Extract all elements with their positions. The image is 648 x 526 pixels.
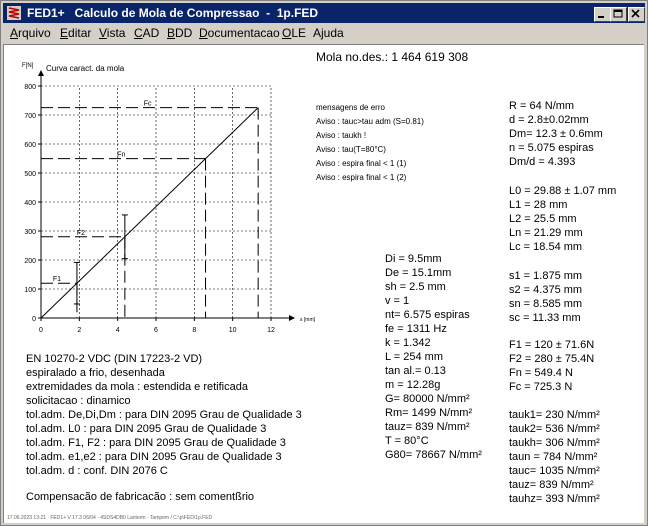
warning-message: Aviso : taukh ! bbox=[316, 131, 367, 140]
geometry-line: L = 254 mm bbox=[385, 351, 443, 363]
force-line: Fn = 549.4 N bbox=[509, 367, 573, 379]
x-axis-arrow bbox=[289, 315, 295, 321]
geometry-line: G= 80000 N/mm² bbox=[385, 393, 470, 405]
force-line: F1 = 120 ± 71.6N bbox=[509, 339, 595, 351]
menu-ole[interactable]: OLE bbox=[282, 26, 307, 40]
menu-arquivo[interactable]: Arquivo bbox=[10, 26, 51, 40]
material-line: tol.adm. F1, F2 : para DIN 2095 Grau de Qualidade 3 bbox=[26, 437, 286, 449]
length-line: Ln = 21.29 mm bbox=[509, 227, 583, 239]
menu-bar bbox=[3, 25, 645, 43]
geometry-line: Rm= 1499 N/mm² bbox=[385, 407, 473, 419]
material-line: espiralado a frio, desenhada bbox=[26, 367, 165, 379]
force-line: F2 = 280 ± 75.4N bbox=[509, 353, 595, 365]
travel-line: sc = 11.33 mm bbox=[509, 312, 581, 324]
y-axis-arrow bbox=[38, 70, 44, 76]
material-line: extremidades da mola : estendida e retificada bbox=[26, 381, 248, 393]
stress-line: tauhz= 393 N/mm² bbox=[509, 493, 600, 505]
geometry-line: fe = 1311 Hz bbox=[385, 323, 447, 335]
param-line: Dm= 12.3 ± 0.6mm bbox=[509, 128, 603, 140]
mola-number: Mola no.des.: 1 464 619 308 bbox=[316, 50, 469, 64]
material-line: tol.adm. d : conf. DIN 2076 C bbox=[26, 465, 168, 477]
title-bar[interactable] bbox=[3, 3, 645, 23]
stress-line: tauc= 1035 N/mm² bbox=[509, 465, 600, 477]
x-tick-label: 12 bbox=[267, 327, 275, 334]
status-footer: 17.06.2023 13:21 · FED1+ V 17.3 06/04 · 4SDS4DB0 Lanterm · Tampem / C:\p\FED\1p.FED bbox=[7, 515, 213, 521]
geometry-line: sh = 2.5 mm bbox=[385, 281, 446, 293]
window-title: FED1+ Calculo de Mola de Compressao - 1p.FED bbox=[27, 6, 319, 20]
geometry-line: T = 80°C bbox=[385, 435, 429, 447]
spring-app-icon[interactable] bbox=[7, 6, 21, 20]
travel-line: s1 = 1.875 mm bbox=[509, 270, 583, 282]
x-tick-label: 6 bbox=[154, 327, 158, 334]
material-line: solicitacao : dinamico bbox=[26, 395, 131, 407]
param-line: d = 2.8±0.02mm bbox=[509, 114, 589, 126]
maximize-button[interactable] bbox=[610, 7, 627, 22]
minimize-icon bbox=[595, 8, 610, 21]
menu-bdd[interactable]: BDD bbox=[167, 26, 193, 40]
marker-label: F1 bbox=[52, 276, 62, 284]
marker-label: F2 bbox=[76, 229, 86, 237]
y-axis-label: F[N] bbox=[22, 63, 34, 69]
y-tick-label: 100 bbox=[24, 287, 36, 294]
warning-message: Aviso : tauc>tau adm (S=0.81) bbox=[316, 117, 424, 126]
y-tick-label: 600 bbox=[24, 142, 36, 149]
minimize-button[interactable] bbox=[594, 7, 611, 22]
messages-heading: mensagens de erro bbox=[316, 103, 385, 112]
chart-title: Curva caract. da mola bbox=[46, 64, 125, 73]
length-line: Lc = 18.54 mm bbox=[509, 241, 583, 253]
geometry-line: Di = 9.5mm bbox=[385, 253, 442, 265]
y-tick-label: 300 bbox=[24, 229, 36, 236]
stress-line: taun = 784 N/mm² bbox=[509, 451, 598, 463]
drawing-area bbox=[3, 44, 644, 523]
menu-ajuda[interactable]: Ajuda bbox=[313, 26, 344, 40]
material-line: tol.adm. L0 : para DIN 2095 Grau de Qualidade 3 bbox=[26, 423, 267, 435]
x-tick-label: 4 bbox=[115, 327, 120, 334]
geometry-line: nt= 6.575 espiras bbox=[385, 309, 470, 321]
material-line: tol.adm. e1,e2 : para DIN 2095 Grau de Qualidade 3 bbox=[26, 451, 282, 463]
x-tick-label: 0 bbox=[39, 327, 43, 334]
menu-vista[interactable]: Vista bbox=[99, 26, 126, 40]
length-line: L2 = 25.5 mm bbox=[509, 213, 577, 225]
characteristic-line bbox=[41, 108, 258, 318]
length-line: L1 = 28 mm bbox=[509, 199, 568, 211]
marker-label: Fn bbox=[117, 151, 126, 159]
y-tick-label: 500 bbox=[24, 171, 36, 178]
param-line: n = 5.075 espiras bbox=[509, 142, 594, 154]
geometry-line: tan al.= 0.13 bbox=[385, 365, 446, 377]
geometry-line: De = 15.1mm bbox=[385, 267, 452, 279]
y-tick-label: 800 bbox=[24, 84, 36, 91]
y-tick-label: 0 bbox=[32, 316, 36, 323]
menu-editar[interactable]: Editar bbox=[60, 26, 92, 40]
x-axis-label: s [mm] bbox=[300, 317, 315, 323]
maximize-icon bbox=[611, 8, 626, 21]
stress-line: taukh= 306 N/mm² bbox=[509, 437, 600, 449]
geometry-line: G80= 78667 N/mm² bbox=[385, 449, 482, 461]
x-tick-label: 8 bbox=[192, 327, 197, 334]
close-icon bbox=[629, 8, 644, 21]
travel-line: sn = 8.585 mm bbox=[509, 298, 583, 310]
close-button[interactable] bbox=[628, 7, 645, 22]
menu-documentacao[interactable]: Documentacao bbox=[199, 26, 280, 40]
stress-line: tauk2= 536 N/mm² bbox=[509, 423, 600, 435]
x-tick-label: 2 bbox=[77, 327, 82, 334]
param-line: R = 64 N/mm bbox=[509, 100, 575, 112]
stress-line: tauz= 839 N/mm² bbox=[509, 479, 594, 491]
stress-line: tauk1= 230 N/mm² bbox=[509, 409, 600, 421]
force-line: Fc = 725.3 N bbox=[509, 381, 573, 393]
geometry-line: k = 1.342 bbox=[385, 337, 431, 349]
material-line: tol.adm. De,Di,Dm : para DIN 2095 Grau de Qualidade 3 bbox=[26, 409, 302, 421]
geometry-line: m = 12.28g bbox=[385, 379, 441, 391]
menu-cad[interactable]: CAD bbox=[134, 26, 160, 40]
geometry-line: v = 1 bbox=[385, 295, 410, 307]
y-tick-label: 700 bbox=[24, 113, 36, 120]
marker-label: Fc bbox=[143, 100, 152, 108]
warning-message: Aviso : tau(T=80°C) bbox=[316, 145, 386, 154]
x-tick-label: 10 bbox=[228, 327, 237, 334]
travel-line: s2 = 4.375 mm bbox=[509, 284, 583, 296]
warning-message: Aviso : espira final < 1 (2) bbox=[316, 173, 407, 182]
warning-message: Aviso : espira final < 1 (1) bbox=[316, 159, 407, 168]
geometry-line: tauz= 839 N/mm² bbox=[385, 421, 470, 433]
y-tick-label: 400 bbox=[24, 200, 36, 207]
compensacao-text: Compensacão de fabricacão : sem comentßrio bbox=[26, 491, 255, 503]
material-line: EN 10270-2 VDC (DIN 17223-2 VD) bbox=[26, 353, 203, 365]
y-tick-label: 200 bbox=[24, 258, 36, 265]
length-line: L0 = 29.88 ± 1.07 mm bbox=[509, 185, 617, 197]
param-line: Dm/d = 4.393 bbox=[509, 156, 576, 168]
